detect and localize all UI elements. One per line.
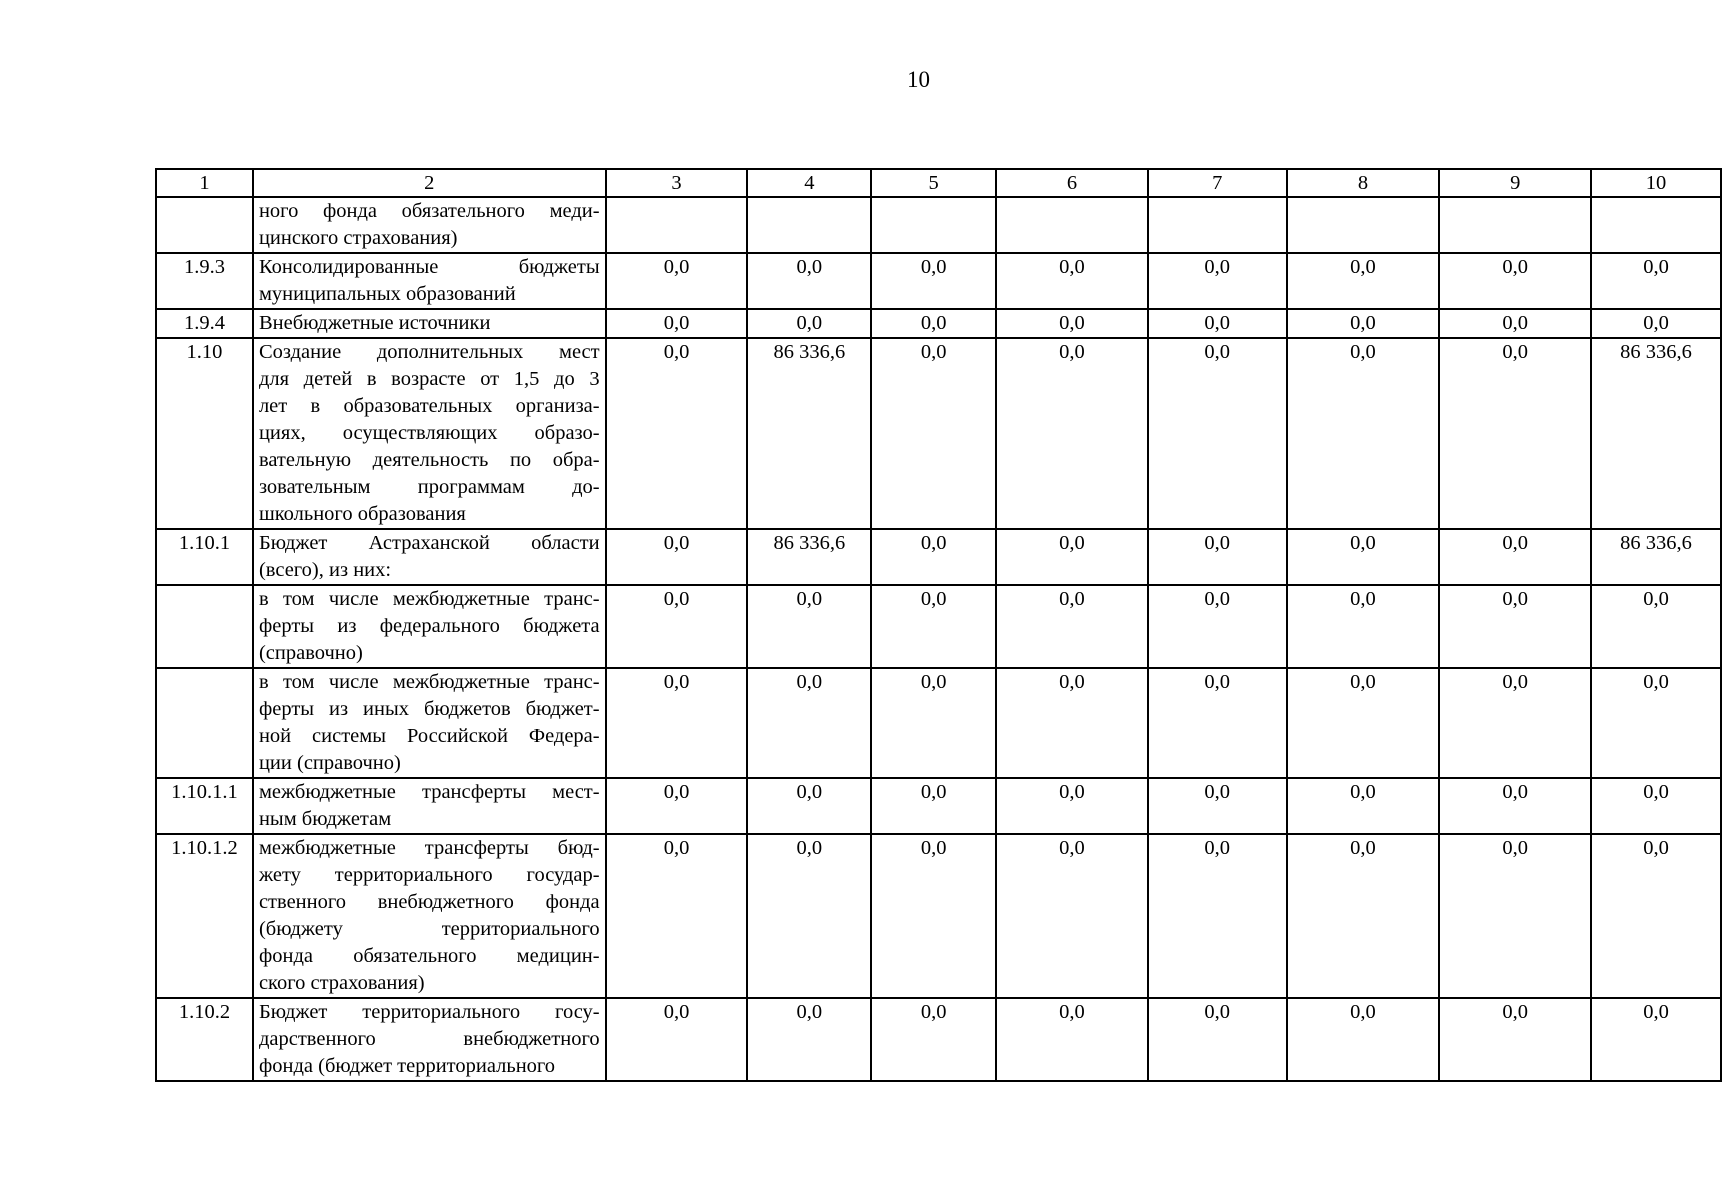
description-line: Консолидированные бюджеты <box>258 256 600 278</box>
table-row <box>156 834 1721 998</box>
column-header-6: 6 <box>996 169 1148 197</box>
description-line: (всего), из них: <box>258 559 392 581</box>
value-cell-col-10: 0,0 <box>1591 668 1721 778</box>
value-cell-col-7: 0,0 <box>1148 778 1287 834</box>
description-line: межбюджетные трансферты мест- <box>258 781 600 803</box>
value-cell-col-7 <box>1148 197 1287 253</box>
row-code: 1.10.1 <box>156 529 253 585</box>
table-header-row <box>156 169 1721 197</box>
page-number: 10 <box>907 67 930 92</box>
description-line: вательную деятельность по обра- <box>258 449 600 471</box>
value-cell-col-4: 86 336,6 <box>747 338 871 529</box>
row-code <box>156 585 253 668</box>
description-line: ного фонда обязательного меди- <box>258 200 600 222</box>
value-cell-col-9: 0,0 <box>1439 668 1591 778</box>
row-description <box>253 834 606 998</box>
value-cell-col-6: 0,0 <box>996 309 1148 338</box>
table-row <box>156 668 1721 778</box>
row-description <box>253 668 606 778</box>
value-cell-col-5: 0,0 <box>871 529 996 585</box>
table-row <box>156 778 1721 834</box>
value-cell-col-8: 0,0 <box>1287 253 1440 309</box>
description-line: жету территориального государ- <box>258 864 600 886</box>
value-cell-col-8: 0,0 <box>1287 998 1440 1081</box>
value-cell-col-10: 0,0 <box>1591 585 1721 668</box>
value-cell-col-3 <box>606 197 748 253</box>
description-line: цинского страхования) <box>258 227 458 249</box>
value-cell-col-10 <box>1591 197 1721 253</box>
description-line: ферты из иных бюджетов бюджет- <box>258 698 600 720</box>
value-cell-col-8 <box>1287 197 1440 253</box>
value-cell-col-7: 0,0 <box>1148 585 1287 668</box>
value-cell-col-5: 0,0 <box>871 309 996 338</box>
value-cell-col-4: 0,0 <box>747 585 871 668</box>
value-cell-col-5: 0,0 <box>871 668 996 778</box>
description-line: фонда (бюджет территориального <box>258 1055 556 1077</box>
description-line: (бюджету территориального <box>258 918 600 940</box>
value-cell-col-9: 0,0 <box>1439 309 1591 338</box>
value-cell-col-9 <box>1439 197 1591 253</box>
value-cell-col-9: 0,0 <box>1439 834 1591 998</box>
value-cell-col-4: 0,0 <box>747 778 871 834</box>
value-cell-col-10: 0,0 <box>1591 998 1721 1081</box>
table-row <box>156 585 1721 668</box>
column-header-1: 1 <box>156 169 253 197</box>
value-cell-col-6: 0,0 <box>996 585 1148 668</box>
value-cell-col-3: 0,0 <box>606 309 748 338</box>
description-line: ной системы Российской Федера- <box>258 725 600 747</box>
row-code <box>156 197 253 253</box>
description-line: Внебюджетные источники <box>258 312 491 334</box>
value-cell-col-10: 0,0 <box>1591 253 1721 309</box>
value-cell-col-6: 0,0 <box>996 338 1148 529</box>
value-cell-col-6: 0,0 <box>996 834 1148 998</box>
value-cell-col-5: 0,0 <box>871 778 996 834</box>
row-code: 1.10.2 <box>156 998 253 1081</box>
table-body <box>156 169 1721 1081</box>
value-cell-col-3: 0,0 <box>606 998 748 1081</box>
description-line: межбюджетные трансферты бюд- <box>258 837 600 859</box>
description-line: ферты из федерального бюджета <box>258 615 600 637</box>
description-line: школьного образования <box>258 503 466 525</box>
value-cell-col-6: 0,0 <box>996 668 1148 778</box>
description-line: Бюджет Астраханской области <box>258 532 600 554</box>
value-cell-col-6 <box>996 197 1148 253</box>
description-line: Создание дополнительных мест <box>258 341 600 363</box>
row-description <box>253 529 606 585</box>
value-cell-col-4: 0,0 <box>747 253 871 309</box>
value-cell-col-7: 0,0 <box>1148 834 1287 998</box>
table-row <box>156 197 1721 253</box>
row-code: 1.9.3 <box>156 253 253 309</box>
value-cell-col-6: 0,0 <box>996 253 1148 309</box>
row-description <box>253 309 606 338</box>
table-row <box>156 338 1721 529</box>
value-cell-col-7: 0,0 <box>1148 998 1287 1081</box>
row-description <box>253 585 606 668</box>
value-cell-col-4: 0,0 <box>747 309 871 338</box>
value-cell-col-3: 0,0 <box>606 668 748 778</box>
column-header-3: 3 <box>606 169 748 197</box>
value-cell-col-7: 0,0 <box>1148 529 1287 585</box>
value-cell-col-8: 0,0 <box>1287 338 1440 529</box>
column-header-8: 8 <box>1287 169 1440 197</box>
description-line: дарственного внебюджетного <box>258 1028 600 1050</box>
row-code: 1.10.1.1 <box>156 778 253 834</box>
value-cell-col-4: 0,0 <box>747 668 871 778</box>
description-line: в том числе межбюджетные транс- <box>258 671 600 693</box>
value-cell-col-9: 0,0 <box>1439 585 1591 668</box>
value-cell-col-10: 86 336,6 <box>1591 338 1721 529</box>
row-code: 1.9.4 <box>156 309 253 338</box>
value-cell-col-5: 0,0 <box>871 585 996 668</box>
row-description <box>253 197 606 253</box>
row-description <box>253 778 606 834</box>
row-description <box>253 338 606 529</box>
value-cell-col-9: 0,0 <box>1439 778 1591 834</box>
value-cell-col-9: 0,0 <box>1439 338 1591 529</box>
row-code: 1.10 <box>156 338 253 529</box>
value-cell-col-7: 0,0 <box>1148 309 1287 338</box>
value-cell-col-6: 0,0 <box>996 529 1148 585</box>
value-cell-col-3: 0,0 <box>606 834 748 998</box>
value-cell-col-3: 0,0 <box>606 529 748 585</box>
value-cell-col-6: 0,0 <box>996 998 1148 1081</box>
table-row <box>156 529 1721 585</box>
description-line: циях, осуществляющих образо- <box>258 422 600 444</box>
value-cell-col-10: 0,0 <box>1591 834 1721 998</box>
description-line: ным бюджетам <box>258 808 392 830</box>
value-cell-col-7: 0,0 <box>1148 668 1287 778</box>
value-cell-col-10: 86 336,6 <box>1591 529 1721 585</box>
value-cell-col-4: 0,0 <box>747 834 871 998</box>
description-line: Бюджет территориального госу- <box>258 1001 600 1023</box>
value-cell-col-7: 0,0 <box>1148 253 1287 309</box>
row-code: 1.10.1.2 <box>156 834 253 998</box>
column-header-5: 5 <box>871 169 996 197</box>
row-description <box>253 253 606 309</box>
row-description <box>253 998 606 1081</box>
value-cell-col-8: 0,0 <box>1287 778 1440 834</box>
value-cell-col-3: 0,0 <box>606 338 748 529</box>
value-cell-col-8: 0,0 <box>1287 309 1440 338</box>
description-line: ственного внебюджетного фонда <box>258 891 600 913</box>
value-cell-col-5: 0,0 <box>871 338 996 529</box>
value-cell-col-5: 0,0 <box>871 834 996 998</box>
table-row <box>156 998 1721 1081</box>
value-cell-col-4: 86 336,6 <box>747 529 871 585</box>
value-cell-col-8: 0,0 <box>1287 529 1440 585</box>
value-cell-col-3: 0,0 <box>606 585 748 668</box>
description-line: лет в образовательных организа- <box>258 395 600 417</box>
value-cell-col-9: 0,0 <box>1439 253 1591 309</box>
value-cell-col-9: 0,0 <box>1439 529 1591 585</box>
value-cell-col-8: 0,0 <box>1287 585 1440 668</box>
table-row <box>156 253 1721 309</box>
value-cell-col-5: 0,0 <box>871 998 996 1081</box>
column-header-7: 7 <box>1148 169 1287 197</box>
description-line: фонда обязательного медицин- <box>258 945 600 967</box>
value-cell-col-7: 0,0 <box>1148 338 1287 529</box>
description-line: (справочно) <box>258 642 363 664</box>
row-code <box>156 668 253 778</box>
value-cell-col-8: 0,0 <box>1287 834 1440 998</box>
value-cell-col-3: 0,0 <box>606 778 748 834</box>
value-cell-col-6: 0,0 <box>996 778 1148 834</box>
description-line: ского страхования) <box>258 972 425 994</box>
table-row <box>156 309 1721 338</box>
value-cell-col-4 <box>747 197 871 253</box>
value-cell-col-5 <box>871 197 996 253</box>
description-line: ции (справочно) <box>258 752 401 774</box>
budget-table <box>155 168 1722 1082</box>
value-cell-col-5: 0,0 <box>871 253 996 309</box>
value-cell-col-3: 0,0 <box>606 253 748 309</box>
description-line: муниципальных образований <box>258 283 516 305</box>
column-header-2: 2 <box>253 169 606 197</box>
value-cell-col-10: 0,0 <box>1591 309 1721 338</box>
column-header-4: 4 <box>747 169 871 197</box>
value-cell-col-9: 0,0 <box>1439 998 1591 1081</box>
description-line: для детей в возрасте от 1,5 до 3 <box>258 368 600 390</box>
description-line: зовательным программам до- <box>258 476 600 498</box>
column-header-9: 9 <box>1439 169 1591 197</box>
description-line: в том числе межбюджетные транс- <box>258 588 600 610</box>
value-cell-col-8: 0,0 <box>1287 668 1440 778</box>
value-cell-col-10: 0,0 <box>1591 778 1721 834</box>
column-header-10: 10 <box>1591 169 1721 197</box>
value-cell-col-4: 0,0 <box>747 998 871 1081</box>
